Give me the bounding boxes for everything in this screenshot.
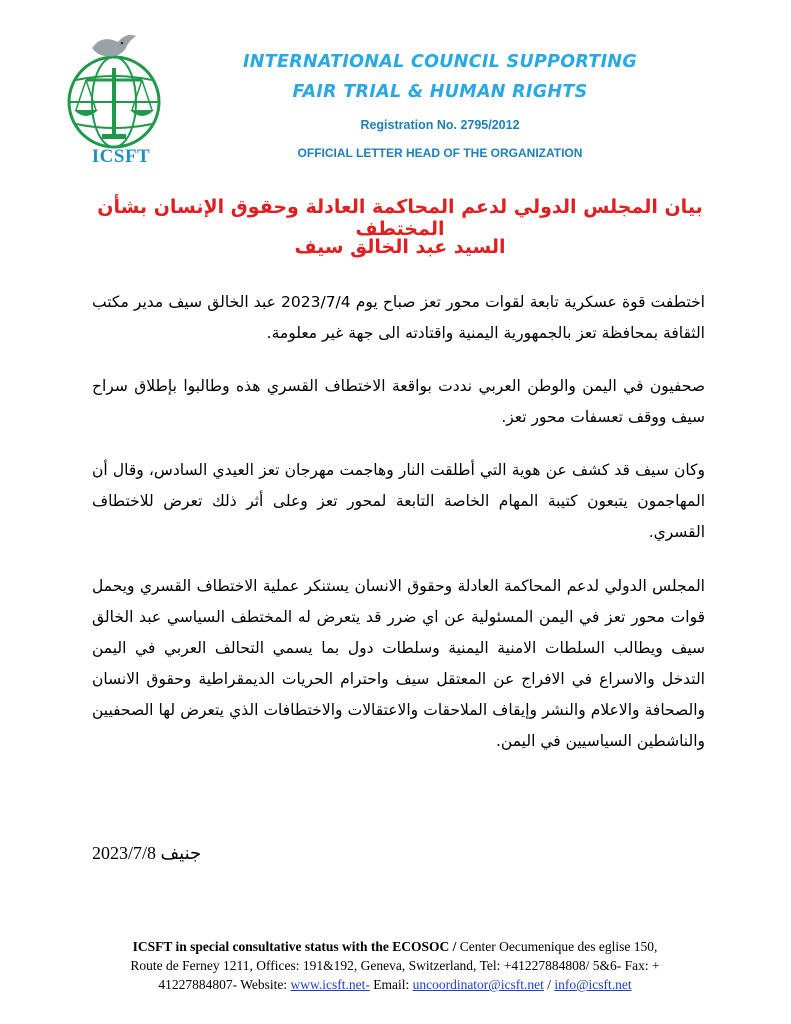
registration-number: Registration No. 2795/2012	[360, 118, 520, 132]
footer-tel: 41227884807- Website:	[158, 977, 291, 992]
email-link-2[interactable]: info@icsft.net	[554, 977, 632, 992]
footer-address-1: Center Oecumenique des eglise 150,	[456, 939, 658, 954]
footer	[70, 937, 720, 994]
statement-title-line1: بيان المجلس الدولي لدعم المحاكمة العادلة وحقوق الإنسان بشأن المختطف	[97, 196, 703, 240]
org-name-line2: FAIR TRIAL & HUMAN RIGHTS	[292, 82, 588, 102]
email-separator: /	[543, 977, 555, 992]
footer-status: ICSFT in special consultative status with the ECOSOC /	[132, 939, 457, 954]
email-label: Email:	[369, 977, 413, 992]
footer-address-2: Route de Ferney 1211, Offices: 191&192, Geneva, Switzerland, Tel: +41227884808/ 5&6- Fax: +	[130, 958, 660, 973]
paragraph-2: صحفيون في اليمن والوطن العربي نددت بواقعة الاختطاف القسري هذه وطالبوا بإطلاق سراح سيف ووقف تعسفات محور تعز.	[92, 377, 705, 426]
paragraph-1: اختطفت قوة عسكرية تابعة لقوات محور تعز صباح يوم 2023/7/4 عبد الخالق سيف مدير مكتب الثقافة بمحافظة تعز بالجمهورية اليمنية واقتادته الى جهة غير معلومة.	[92, 293, 705, 342]
letterhead-label: OFFICIAL LETTER HEAD OF THE ORGANIZATION	[297, 146, 583, 160]
paragraph-3: وكان سيف قد كشف عن هوية التي أطلقت النار وهاجمت مهرجان تعز العيدي السادس، وقال أن المهاجمون يتبعون كتيبة المهام الخاصة التابعة لمحور تعز وعلى أثر ذلك تعرض للاختطاف القسري.	[92, 461, 705, 541]
org-name-line1: INTERNATIONAL COUNCIL SUPPORTING	[242, 52, 638, 72]
email-link-1[interactable]: uncoordinator@icsft.net	[412, 977, 544, 992]
logo-text: ICSFT	[91, 146, 151, 167]
place-date: جنيف 2023/7/8	[92, 843, 202, 863]
paragraph-4: المجلس الدولي لدعم المحاكمة العادلة وحقوق الانسان يستنكر عملية الاختطاف القسري ويحمل قوات محور تعز في اليمن المسئولية عن اي ضرر قد يتعرض له المختطف السياسي عبد الخالق سيف ويطالب السلطات الامنية اليمنية وسلطات دول بما يسمي التحالف العربي في اليمن التدخل والاسراع في الافراج عن المعتقل سيف واحترام الحريات الديمقراطية وحقوق الانسان والصحافة والاعلام والنشر وإيقاف الملاحقات والاعتقالات والاختطافات الذي يتعرض لها الصحفيين والناشطين السياسيين في اليمن.	[92, 577, 705, 750]
website-link[interactable]: www.icsft.net-	[290, 977, 370, 992]
statement-title-line2: السيد عبد الخالق سيف	[294, 236, 506, 258]
